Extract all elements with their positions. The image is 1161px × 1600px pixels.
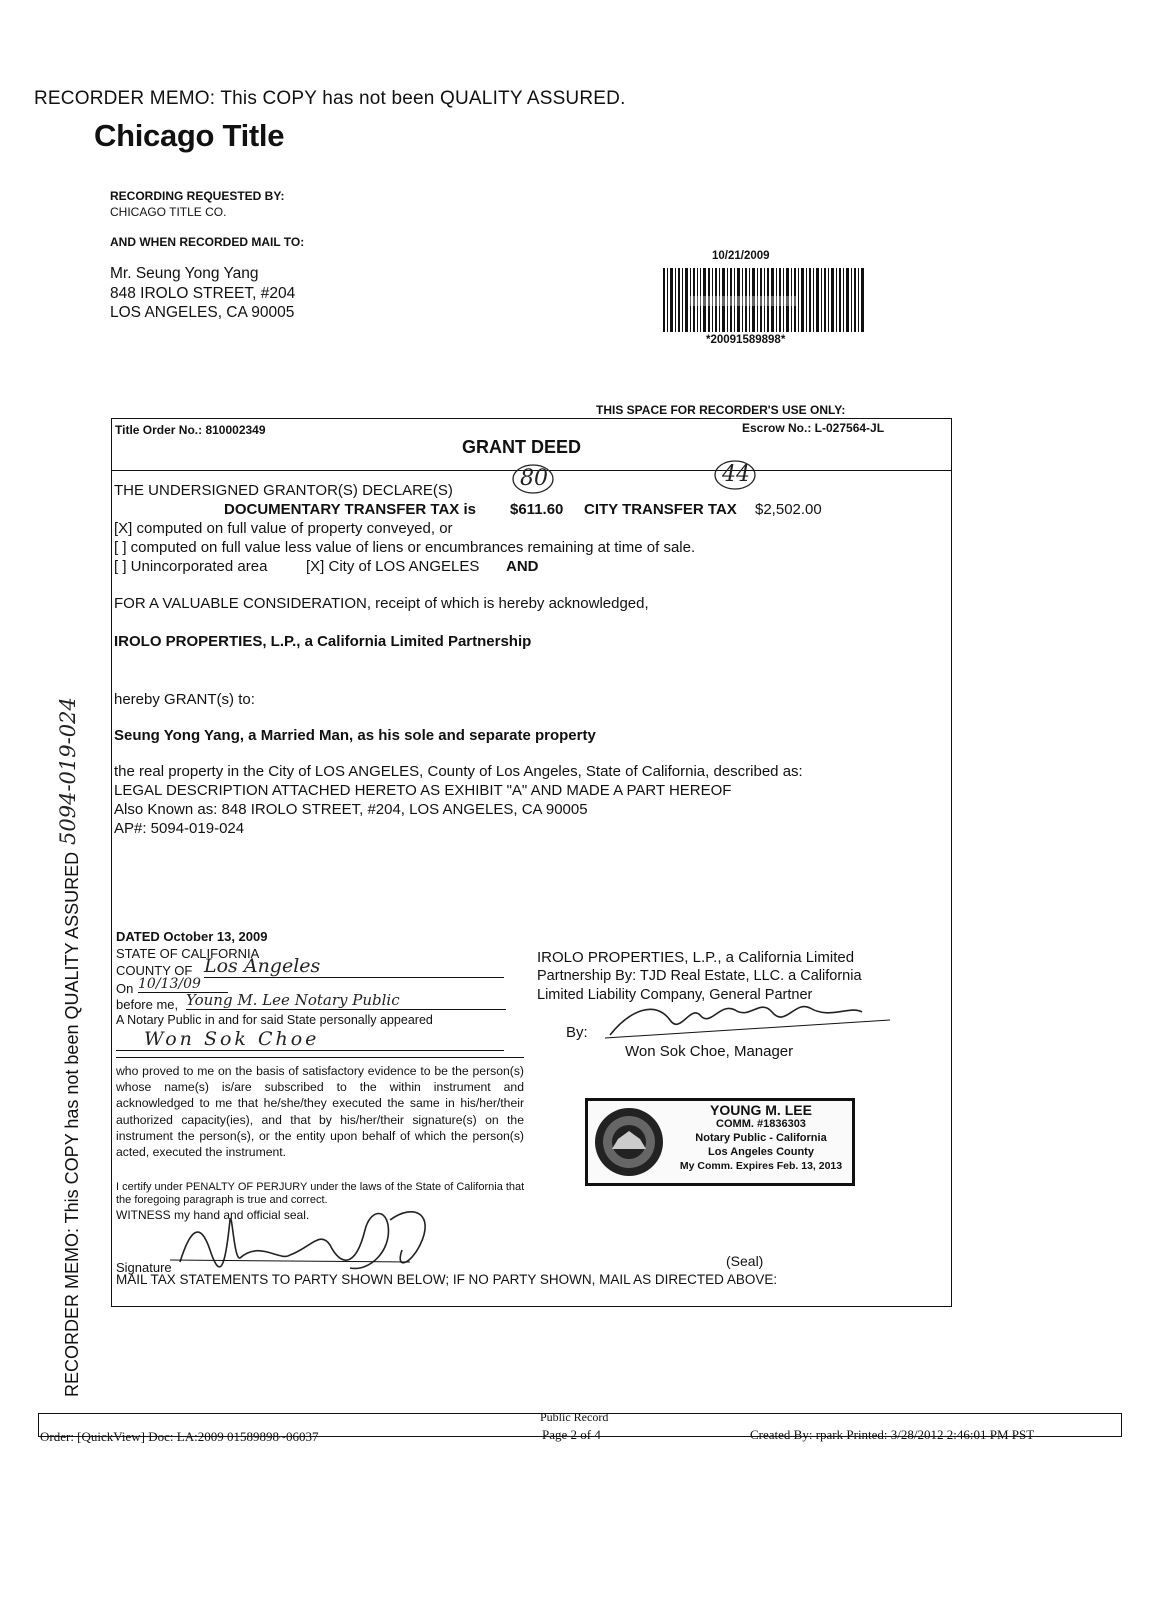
- mail-street: 848 IROLO STREET, #204: [110, 285, 296, 302]
- checkbox-line-3b: [X] City of LOS ANGELES: [306, 558, 480, 575]
- property-address: Also Known as: 848 IROLO STREET, #204, LOS ANGELES, CA 90005: [114, 801, 588, 818]
- barcode-image: [663, 268, 866, 332]
- footer-created: Created By: rpark Printed: 3/28/2012 2:46:01 PM PST: [750, 1427, 1035, 1442]
- grant-text: hereby GRANT(s) to:: [114, 691, 255, 708]
- grantor-name: IROLO PROPERTIES, L.P., a California Limited Partnership: [114, 633, 532, 650]
- circle-mark: [712, 458, 758, 492]
- personally-appeared: A Notary Public in and for said State personally appeared: [116, 1013, 433, 1027]
- recording-requested-label: RECORDING REQUESTED BY:: [110, 189, 285, 203]
- footer-order: Order: [QuickView] Doc: LA:2009 01589898~06037: [40, 1429, 319, 1444]
- escrow-number: Escrow No.: L-027564-JL: [742, 421, 885, 435]
- by-label: By:: [566, 1024, 588, 1041]
- title-order-number: Title Order No.: 810002349: [115, 423, 266, 437]
- signatory-line-1: IROLO PROPERTIES, L.P., a California Limited: [537, 949, 855, 966]
- notary-acknowledgment: who proved to me on the basis of satisfactory evidence to be the person(s) whose name(s) is/are subscribed to the within instrument and acknowledged to me that he/she/they executed the same in his/her/their authorized capacity(ies), and that by his/her/their signature(s) on the instrument the person(s), or the entity upon behalf of which the person(s) acted, executed the instrument.: [116, 1064, 524, 1160]
- seal-label: (Seal): [726, 1253, 764, 1269]
- stamp-commission: COMM. #1836303: [716, 1118, 806, 1130]
- doc-transfer-tax-value: $611.60: [510, 501, 564, 518]
- mail-tax-statements: MAIL TAX STATEMENTS TO PARTY SHOWN BELOW; IF NO PARTY SHOWN, MAIL AS DIRECTED ABOVE:: [116, 1272, 778, 1287]
- signatory-line-2: Partnership By: TJD Real Estate, LLC. a California: [537, 968, 862, 984]
- manager-name: Won Sok Choe, Manager: [625, 1043, 794, 1060]
- checkbox-line-3c: AND: [506, 558, 539, 575]
- mail-name: Mr. Seung Yong Yang: [110, 265, 259, 282]
- recorder-memo-header: RECORDER MEMO: This COPY has not been QUALITY ASSURED.: [34, 88, 626, 109]
- notary-divider: [116, 1057, 524, 1058]
- grantor-declares: THE UNDERSIGNED GRANTOR(S) DECLARE(S): [114, 482, 453, 499]
- witness-line: WITNESS my hand and official seal.: [116, 1208, 310, 1222]
- stamp-county: Los Angeles County: [708, 1146, 814, 1158]
- chicago-title-logo: Chicago Title: [94, 118, 285, 153]
- circle-mark: [510, 462, 556, 496]
- side-recorder-memo: RECORDER MEMO: This COPY has not been QUALITY ASSURED: [62, 851, 82, 1397]
- county-handwritten: Los Angeles: [204, 955, 504, 978]
- appeared-name-handwritten: Won Sok Choe: [116, 1028, 504, 1051]
- california-seal-icon: [592, 1105, 666, 1179]
- recorder-use-label: THIS SPACE FOR RECORDER'S USE ONLY:: [596, 403, 846, 417]
- stamp-name: YOUNG M. LEE: [710, 1102, 812, 1118]
- consideration-text: FOR A VALUABLE CONSIDERATION, receipt of which is hereby acknowledged,: [114, 595, 649, 612]
- property-description-2: LEGAL DESCRIPTION ATTACHED HERETO AS EXHIBIT "A" AND MADE A PART HEREOF: [114, 782, 732, 799]
- notary-name-handwritten: Young M. Lee Notary Public: [186, 991, 506, 1010]
- footer-public-record: Public Record: [540, 1410, 609, 1424]
- stamp-expiration: My Comm. Expires Feb. 13, 2013: [679, 1160, 843, 1172]
- barcode-number: *20091589898*: [706, 334, 786, 346]
- mail-city: LOS ANGELES, CA 90005: [110, 304, 295, 321]
- property-description-1: the real property in the City of LOS ANGELES, County of Los Angeles, State of California, described as:: [114, 763, 803, 780]
- checkbox-line-3a: [ ] Unincorporated area: [114, 558, 268, 575]
- footer-page: Page 2 of 4: [542, 1427, 601, 1442]
- city-transfer-tax-value: $2,502.00: [755, 501, 822, 518]
- date-handwritten: 10/13/09: [138, 976, 228, 993]
- barcode-date: 10/21/2009: [712, 250, 770, 262]
- notary-stamp: [585, 1098, 855, 1186]
- before-me-label: before me,: [116, 997, 179, 1012]
- dated-line: DATED October 13, 2009: [116, 929, 268, 944]
- side-handwritten-apn: 5094-019-024: [56, 697, 80, 845]
- doc-transfer-tax-label: DOCUMENTARY TRANSFER TAX is: [224, 501, 476, 518]
- manager-signature: [600, 990, 900, 1050]
- signatory-line-3: Limited Liability Company, General Partner: [537, 987, 813, 1003]
- signature-label: Signature: [116, 1260, 172, 1275]
- handwritten-44: 44: [722, 462, 750, 487]
- checkbox-line-2: [ ] computed on full value less value of liens or encumbrances remaining at time of sale.: [114, 539, 696, 556]
- stamp-notary-public: Notary Public - California: [695, 1132, 827, 1144]
- state-line: STATE OF CALIFORNIA: [116, 946, 260, 961]
- checkbox-line-1: [X] computed on full value of property conveyed, or: [114, 520, 453, 537]
- city-transfer-tax-label: CITY TRANSFER TAX: [584, 501, 737, 518]
- grantee-name: Seung Yong Yang, a Married Man, as his sole and separate property: [114, 727, 596, 744]
- notary-signature: [170, 1200, 470, 1280]
- on-label: On: [116, 981, 134, 996]
- perjury-certification: I certify under PENALTY OF PERJURY under the laws of the State of California that the foregoing paragraph is true and correct.: [116, 1181, 525, 1206]
- handwritten-80: 80: [520, 466, 548, 491]
- assessor-parcel-number: AP#: 5094-019-024: [114, 820, 245, 837]
- recording-requested-by: CHICAGO TITLE CO.: [110, 205, 227, 219]
- county-label: COUNTY OF: [116, 963, 193, 978]
- mail-to-label: AND WHEN RECORDED MAIL TO:: [110, 235, 305, 249]
- deed-title: GRANT DEED: [462, 437, 582, 457]
